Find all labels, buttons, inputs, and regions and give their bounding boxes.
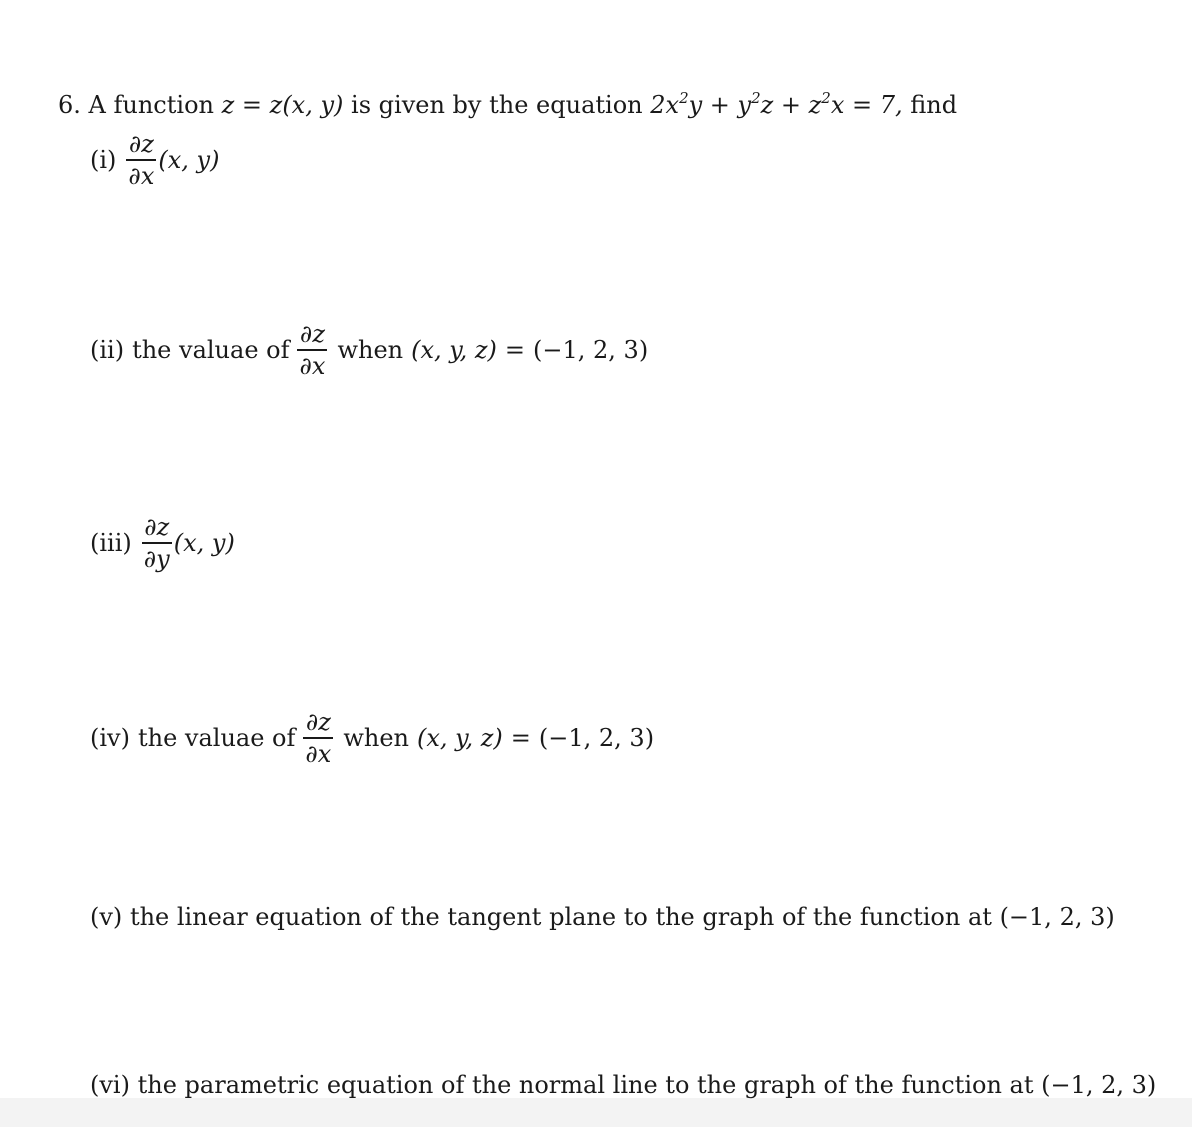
part-label: (vi)	[90, 1071, 130, 1099]
fraction-numerator: ∂z	[299, 320, 325, 348]
part-iv	[90, 708, 654, 768]
intro-text: A function	[88, 91, 214, 119]
partial-fraction	[297, 320, 327, 380]
part-i	[90, 130, 219, 190]
part-text: the linear equation of the tangent plane to the graph of the function at	[129, 903, 992, 931]
fraction-denominator: ∂y	[143, 544, 170, 573]
exponent: 2	[821, 89, 831, 107]
page-bottom-band	[0, 1098, 1192, 1127]
fraction-bar	[297, 349, 327, 351]
partial-fraction	[142, 513, 172, 573]
part-label: (v)	[90, 903, 123, 931]
part-v	[90, 902, 1115, 932]
fraction-bar	[303, 737, 333, 739]
part-label: (iv)	[90, 723, 130, 752]
eq-sign: =	[241, 91, 263, 119]
fraction-denominator: ∂x	[128, 161, 155, 190]
fraction-numerator: ∂z	[128, 130, 154, 158]
equation	[650, 91, 902, 119]
fraction-denominator: ∂x	[299, 351, 326, 380]
eq-sign: =	[510, 723, 531, 752]
problem-number: 6.	[58, 91, 81, 119]
part-ii	[90, 320, 648, 380]
part-text: the valuae of	[137, 723, 296, 752]
fraction-denominator: ∂x	[305, 739, 332, 768]
part-label: (ii)	[90, 335, 125, 364]
find-text: find	[910, 91, 958, 119]
exponent: 2	[751, 89, 761, 107]
problem-statement	[58, 90, 957, 120]
fraction-bar	[126, 159, 156, 161]
part-text: the parametric equation of the normal line to the graph of the function at	[137, 1071, 1034, 1099]
function-args: (x, y)	[173, 528, 235, 557]
point-vars: (x, y, z)	[417, 723, 503, 752]
equation-part3: z + z	[760, 91, 822, 119]
equation-part2: y + y	[688, 91, 752, 119]
equation-part4: x = 7,	[830, 91, 903, 119]
when-text: when	[337, 335, 404, 364]
given-text: is given by the equation	[351, 91, 643, 119]
exponent: 2	[679, 89, 689, 107]
part-label: (iii)	[90, 528, 132, 557]
point-value: (−1, 2, 3)	[533, 335, 649, 364]
partial-fraction	[303, 708, 333, 768]
part-iii	[90, 513, 235, 573]
point-value: (−1, 2, 3)	[999, 903, 1115, 931]
point-value: (−1, 2, 3)	[1041, 1071, 1157, 1099]
part-vi	[90, 1070, 1156, 1100]
fraction-numerator: ∂z	[144, 513, 170, 541]
part-label: (i)	[90, 145, 117, 174]
func-rhs: z(x, y)	[269, 91, 344, 119]
when-text: when	[343, 723, 409, 752]
point-vars: (x, y, z)	[411, 335, 497, 364]
part-text: the valuae of	[132, 335, 290, 364]
function-args: (x, y)	[158, 145, 220, 174]
equation-part1: 2x	[650, 91, 680, 119]
partial-fraction	[126, 130, 156, 190]
point-value: (−1, 2, 3)	[538, 723, 655, 752]
fraction-numerator: ∂z	[305, 708, 331, 736]
func-lhs: z	[221, 91, 235, 119]
eq-sign: =	[504, 335, 526, 364]
fraction-bar	[142, 542, 172, 544]
